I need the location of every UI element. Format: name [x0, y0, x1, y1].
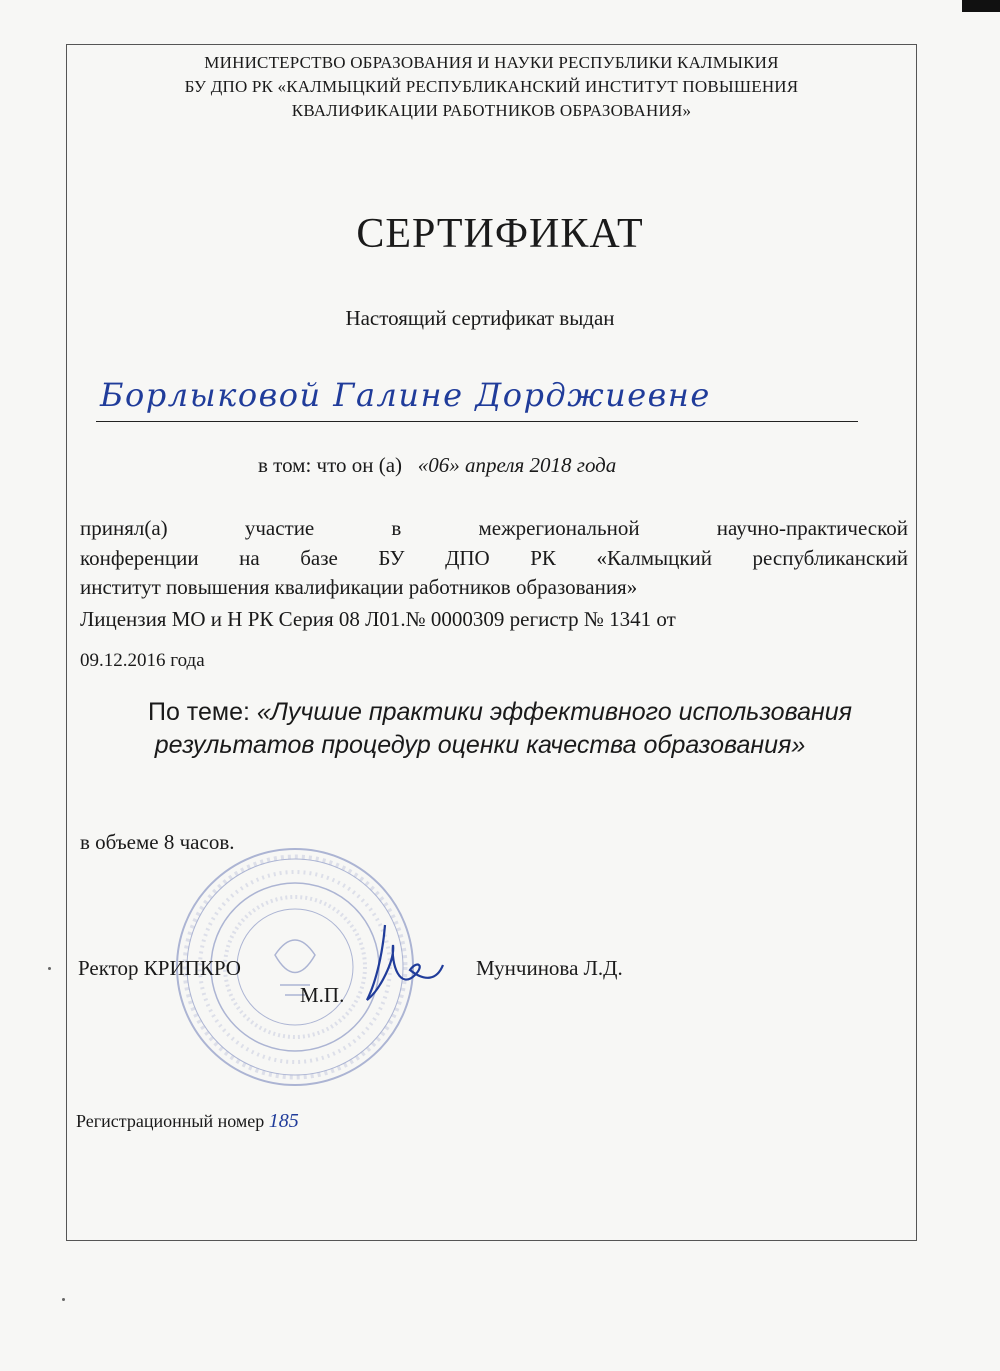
scan-speck — [62, 1298, 65, 1301]
registration-label: Регистрационный номер — [76, 1111, 265, 1131]
rector-signature — [355, 920, 450, 1010]
issued-to-label: Настоящий сертификат выдан — [345, 306, 615, 330]
body-line-3: институт повышения квалификации работников образования» — [80, 575, 638, 599]
topic-line-1 — [20, 698, 980, 727]
seal-label: М.П. — [300, 983, 345, 1007]
license-date: 09.12.2016 года — [80, 650, 205, 671]
topic-label: По теме: — [147, 698, 250, 726]
certificate-title: СЕРТИФИКАТ — [356, 211, 644, 257]
recipient-name-underline — [96, 421, 858, 422]
header-institute-cont: КВАЛИФИКАЦИИ РАБОТНИКОВ ОБРАЗОВАНИЯ» — [291, 101, 692, 120]
registration-number-handwritten: 185 — [268, 1110, 299, 1132]
event-date: «06» апреля 2018 года — [417, 453, 617, 477]
volume-hours: в объеме 8 часов. — [80, 830, 235, 854]
topic-title-2: результатов процедур оценки качества образования» — [154, 731, 806, 759]
scan-corner-mark — [962, 0, 1000, 12]
date-prefix: в том: что он (а) — [258, 453, 403, 477]
date-line — [258, 453, 616, 478]
header-institute: БУ ДПО РК «КАЛМЫЦКИЙ РЕСПУБЛИКАНСКИЙ ИНСТИТУТ ПОВЫШЕНИЯ — [184, 77, 799, 96]
body-line-1: принял(а) участие в межрегиональной научно-практической — [80, 516, 908, 540]
topic-title-1: «Лучшие практики эффективного использования — [256, 698, 852, 726]
license-line: Лицензия МО и Н РК Серия 08 Л01.№ 0000309 регистр № 1341 от — [80, 607, 676, 631]
registration-line — [76, 1110, 299, 1133]
body-line-2: конференции на базе БУ ДПО РК «Калмыцкий республиканский — [80, 546, 908, 570]
scan-speck — [48, 967, 51, 970]
recipient-name-handwritten: Борлыковой Галине Дорджиевне — [100, 376, 711, 414]
rector-title: Ректор КРИПКРО — [78, 956, 241, 980]
header-ministry: МИНИСТЕРСТВО ОБРАЗОВАНИЯ И НАУКИ РЕСПУБЛИКИ КАЛМЫКИЯ — [204, 53, 779, 72]
rector-name: Мунчинова Л.Д. — [476, 956, 623, 980]
